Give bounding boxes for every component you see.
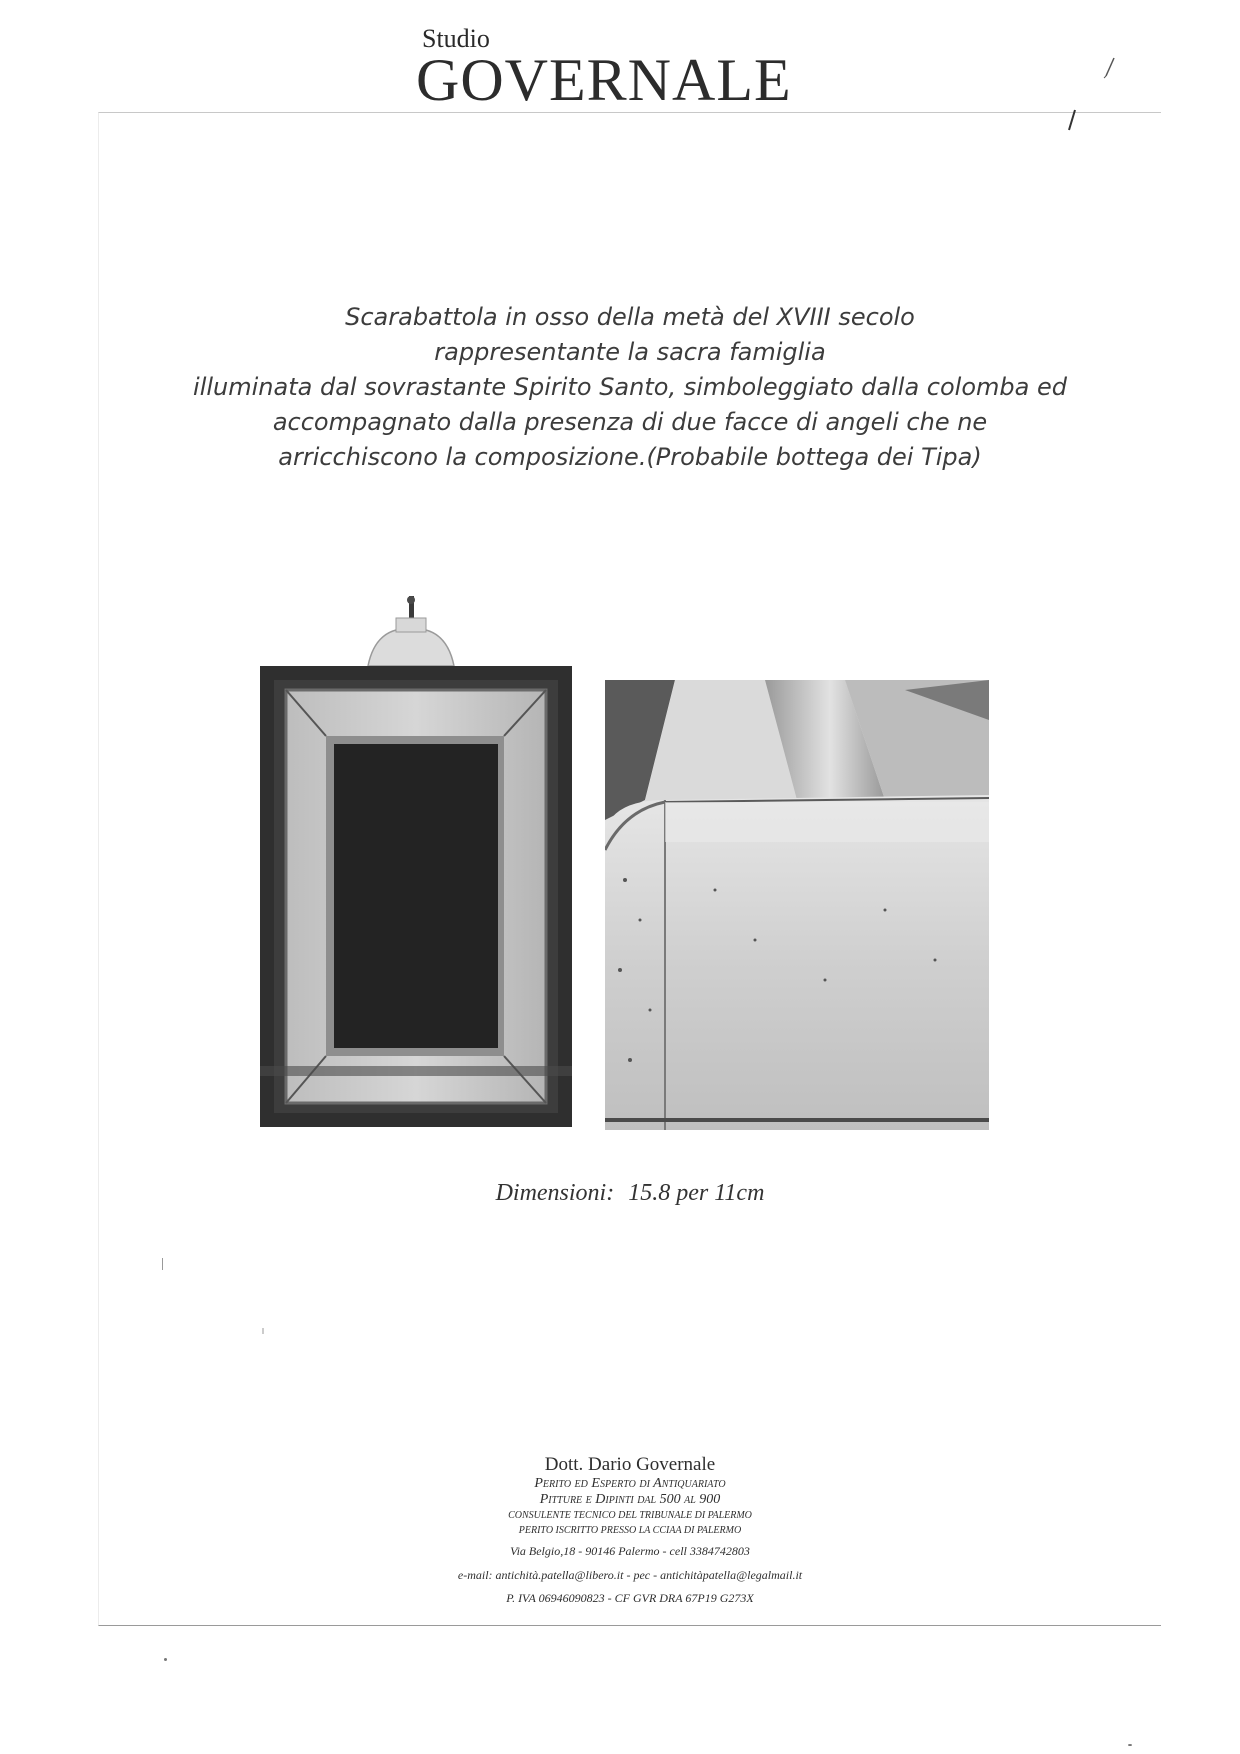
logo-governale-text: GOVERNALE [416, 47, 792, 113]
dimensions-label: Dimensioni: [495, 1180, 615, 1206]
description-line: rappresentante la sacra famiglia [434, 338, 826, 366]
logo-studio-text: Studio [422, 24, 490, 53]
scan-speck [164, 1658, 167, 1661]
pen-tick-icon [1066, 108, 1078, 132]
dimensions-line [100, 1180, 1160, 1207]
scan-mark [262, 1328, 264, 1334]
expert-role-1: Perito ed Esperto di Antiquariato [534, 1476, 726, 1491]
studio-logo [416, 24, 836, 113]
description-line: accompagnato dalla presenza di due facce di angeli che ne [272, 408, 988, 436]
item-description [100, 300, 1160, 475]
expert-role-4: PERITO ISCRITTO PRESSO LA CCIAA DI PALERMO [518, 1525, 742, 1536]
description-line: arricchiscono la composizione.(Probabile bottega dei Tipa) [278, 443, 982, 471]
letterhead [330, 1454, 930, 1610]
description-line: Scarabattola in osso della metà del XVIII secolo [345, 303, 915, 331]
pen-mark-icon [1100, 56, 1120, 80]
expert-role-3: CONSULENTE TECNICO DEL TRIBUNALE DI PALERMO [508, 1510, 752, 1521]
expert-address: Via Belgio,18 - 90146 Palermo - cell 3384742803 [510, 1544, 750, 1558]
frame-front-photo [250, 596, 576, 1129]
expert-email: e-mail: antichità.patella@libero.it - pec - antichitàpatella@legalmail.it [457, 1568, 803, 1582]
expert-tax-id: P. IVA 06946090823 - CF GVR DRA 67P19 G273X [506, 1591, 754, 1605]
scan-mark [162, 1258, 163, 1270]
description-line: illuminata dal sovrastante Spirito Santo, simboleggiato dalla colomba ed [193, 373, 1067, 401]
frame-corner-detail-photo [605, 680, 989, 1130]
dimensions-value: 15.8 per 11cm [628, 1180, 765, 1206]
expert-name: Dott. Dario Governale [544, 1454, 716, 1475]
scan-speck [1128, 1744, 1132, 1746]
expert-role-2: Pitture e Dipinti dal 500 al 900 [539, 1492, 721, 1507]
